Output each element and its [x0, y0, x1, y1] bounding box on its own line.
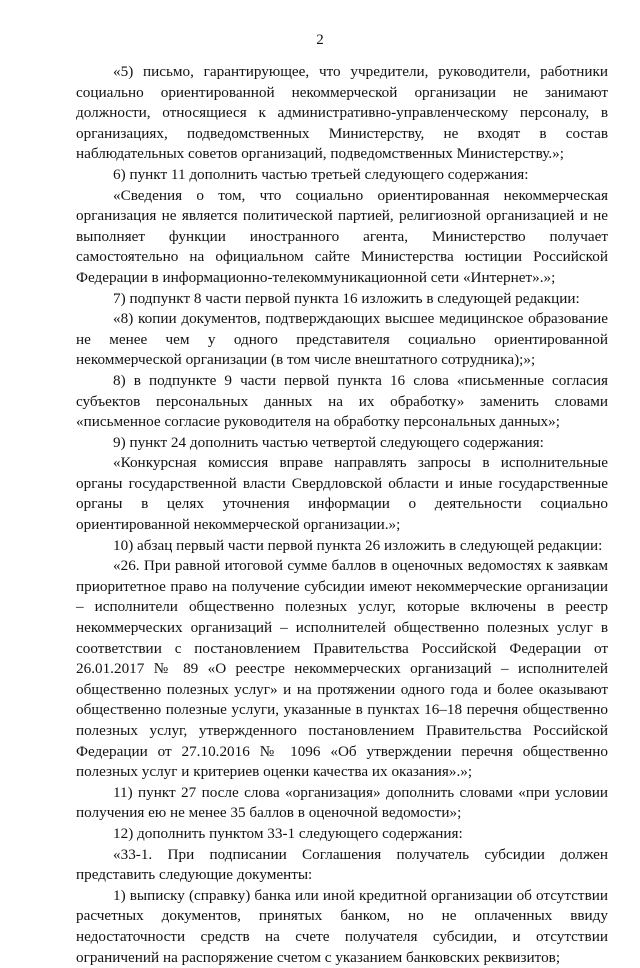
paragraph-item-5: «5) письмо, гарантирующее, что учредители, руководители, работники социально ориентированной некоммерческой организации не занимают должности, относящиеся к административно-управленческому персоналу, в организациях, подведомственных Министерству, не входят в состав наблюдательных советов организаций, подведомственных Министерству.»; [76, 63, 608, 163]
paragraph-amendment-12: 12) дополнить пунктом 33-1 следующего содержания: [113, 824, 463, 842]
paragraph-amendment-10: 10) абзац первый части первой пункта 26 изложить в следующей редакции: [113, 536, 603, 554]
paragraph-amendment-9: 9) пункт 24 дополнить частью четвертой следующего содержания: [113, 433, 544, 451]
paragraph-list-item: 1) выписку (справку) банка или иной кредитной организации об отсутствии расчетных документов, принятых банком, но не оплаченных ввиду недостаточности средств на счете получателя субсидии, и отсутствии ограничений на распоряжение счетом с указанием банковских реквизитов; [76, 886, 608, 966]
paragraph-quoted-text: «Конкурсная комиссия вправе направлять запросы в исполнительные органы государственной власти Свердловской области и иные государственные органы в целях уточнения информации о деятельности социально ориентированной некоммерческой организации.»; [76, 454, 608, 534]
paragraph-amendment-11: 11) пункт 27 после слова «организация» дополнить словами «при условии получения ею не менее 35 баллов в оценочной ведомости»; [76, 783, 608, 822]
paragraph-amendment-7: 7) подпункт 8 части первой пункта 16 изложить в следующей редакции: [113, 289, 580, 307]
paragraph-amendment-6: 6) пункт 11 дополнить частью третьей следующего содержания: [113, 165, 529, 183]
paragraph-quoted-text: «26. При равной итоговой сумме баллов в оценочных ведомостях к заявкам приоритетное право на получение субсидии имеют некоммерческие организации – исполнители общественно полезных услуг, которые включены в реестр некоммерческих организаций – исполнителей общественно полезных услуг в соответствии с постановлением Правительства Российской Федерации от 26.01.2017 № 89 «О реестре некоммерческих организаций – исполнителей общественно полезных услуг» и на протяжении одного года и более оказывают общественно полезные услуги, указанные в пунктах 16–18 перечня общественно полезных услуг, утвержденного постановлением Правительства Российской Федерации от 27.10.2016 № 1096 «Об утверждении перечня общественно полезных услуг и критериев оценки качества их оказания».»; [76, 557, 608, 781]
page-number: 2 [316, 32, 324, 48]
paragraph-quoted-text: «Сведения о том, что социально ориентированная некоммерческая организация не является политической партией, религиозной организацией и не выполняет функции иностранного агента, Министерство получает самостоятельно на официальном сайте Министерства юстиции Российской Федерации в информационно-телекоммуникационной сети «Интернет».»; [76, 186, 608, 286]
document-body [76, 62, 608, 968]
paragraph-quoted-text: «8) копии документов, подтверждающих высшее медицинское образование не менее чем у одного представителя социально ориентированной некоммерческой организации (в том числе внештатного сотрудника);»; [76, 310, 608, 369]
paragraph-quoted-text: «33-1. При подписании Соглашения получатель субсидии должен представить следующие документы: [76, 845, 608, 884]
paragraph-amendment-8: 8) в подпункте 9 части первой пункта 16 слова «письменные согласия субъектов персональных данных на их обработку» заменить словами «письменное согласие руководителя на обработку персональных данных»; [76, 371, 608, 431]
